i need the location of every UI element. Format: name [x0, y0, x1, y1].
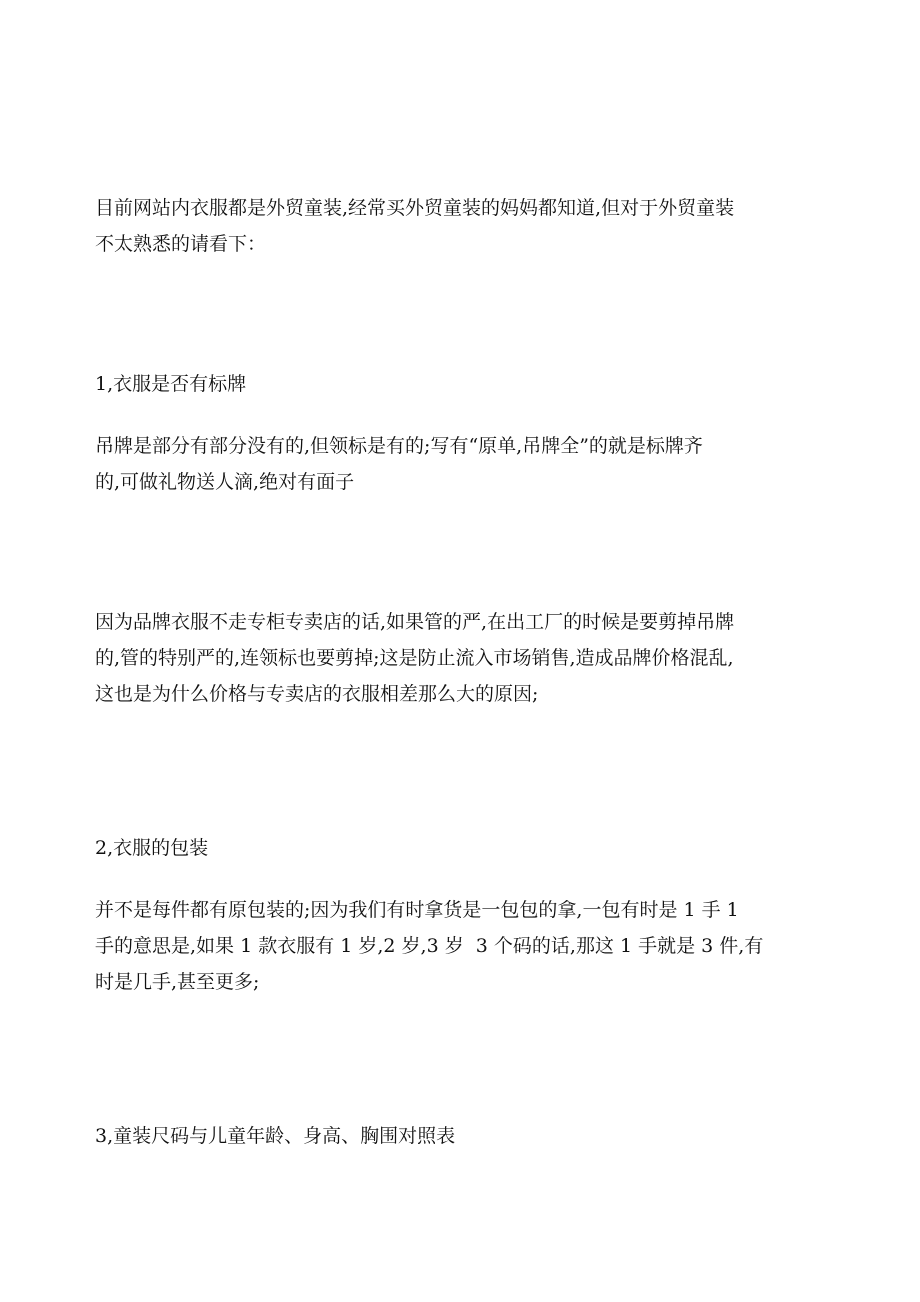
- text-line: 时是几手,甚至更多;: [95, 971, 260, 993]
- text-line: 手的意思是,如果 1 款衣服有 1 岁,2 岁,3 岁 3 个码的话,那这 1 手就是 3 件,有: [95, 935, 764, 957]
- text-line: 因为品牌衣服不走专柜专卖店的话,如果管的严,在出工厂的时候是要剪掉吊牌: [95, 611, 735, 633]
- heading-text: 1,衣服是否有标牌: [95, 373, 247, 395]
- text-line: 的,可做礼物送人滴,绝对有面子: [95, 471, 355, 493]
- heading-text: 3,童装尺码与儿童年龄、身高、胸围对照表: [95, 1125, 456, 1147]
- text-line: 吊牌是部分有部分没有的,但领标是有的;写有“原单,吊牌全”的就是标牌齐: [95, 435, 703, 457]
- text-line: 不太熟悉的请看下：: [95, 233, 267, 255]
- packaging-paragraph: [95, 820, 815, 1072]
- text-line: 目前网站内衣服都是外贸童装,经常买外贸童装的妈妈都知道,但对于外贸童装: [95, 197, 735, 219]
- text-line: 并不是每件都有原包装的;因为我们有时拿货是一包包的拿,一包有时是 1 手 1: [95, 899, 739, 921]
- text-line: 的,管的特别严的,连领标也要剪掉;这是防止流入市场销售,造成品牌价格混乱,: [95, 647, 734, 669]
- text-line: 这也是为什么价格与专卖店的衣服相差那么大的原因;: [95, 683, 539, 705]
- heading-text: 2,衣服的包装: [95, 837, 209, 859]
- section-heading-3: [95, 1046, 815, 1226]
- brand-paragraph: [95, 532, 815, 784]
